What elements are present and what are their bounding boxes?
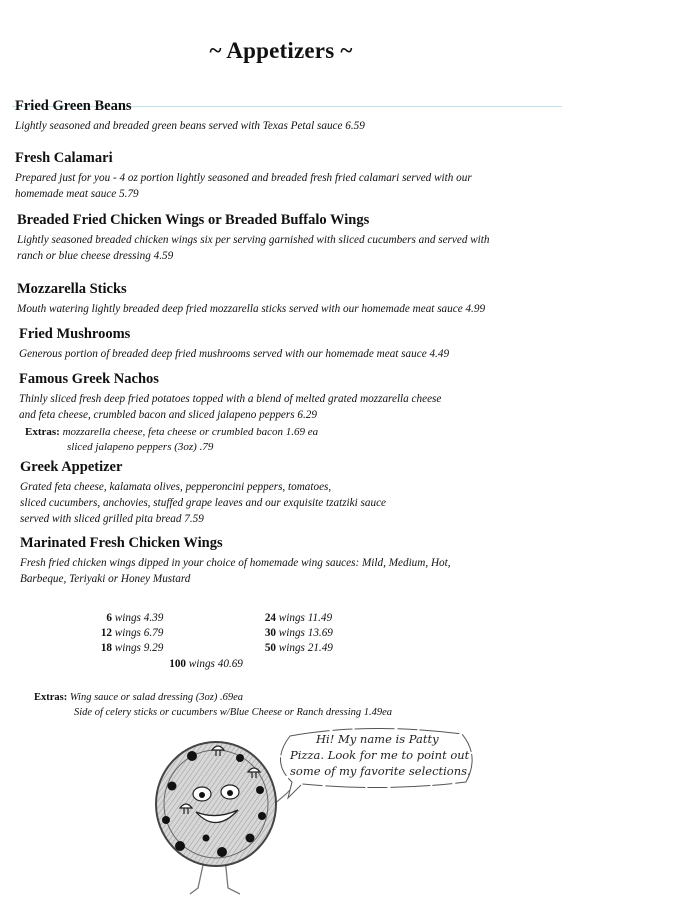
item-description [19, 346, 449, 362]
wing-count: 18 [100, 642, 112, 654]
wing-price-row [80, 612, 163, 624]
desc-line: ranch or blue cheese dressing 4.59 [17, 250, 174, 262]
item-description [20, 555, 451, 587]
wing-extras [34, 690, 392, 720]
desc-line: Generous portion of breaded deep fried mushrooms served with our homemade meat sauce 4.49 [19, 348, 450, 360]
desc-line: Fresh fried chicken wings dipped in your choice of homemade wing sauces: Mild, Medium, Hot, [20, 557, 451, 569]
speech-line: some of my favorite selections. [290, 764, 471, 778]
wing-price: 40.69 [217, 658, 243, 670]
menu-item-breaded-wings [17, 211, 490, 264]
item-name: Fried Mushrooms [19, 326, 131, 342]
desc-line: and feta cheese, crumbled bacon and sliced jalapeno peppers 6.29 [19, 409, 317, 421]
wing-price-row [244, 642, 333, 654]
wing-label: wings [188, 658, 215, 670]
desc-line: Mouth watering lightly breaded deep fried mozzarella sticks served with our homemade meat sauce 4.99 [17, 303, 486, 315]
extras-label: Extras: [25, 426, 60, 438]
wing-price: 9.29 [143, 642, 164, 654]
item-description [15, 118, 365, 134]
wing-label: wings [278, 612, 305, 624]
extras-line: mozzarella cheese, feta cheese or crumbled bacon 1.69 ea [62, 426, 319, 438]
wing-count: 30 [264, 627, 276, 639]
item-name: Breaded Fried Chicken Wings or Breaded Buffalo Wings [17, 212, 370, 228]
desc-line: Grated feta cheese, kalamata olives, pepperoncini peppers, tomatoes, [20, 481, 332, 493]
item-name: Fried Green Beans [15, 98, 132, 114]
wing-price-row [150, 658, 243, 670]
desc-line: Thinly sliced fresh deep fried potatoes topped with a blend of melted grated mozzarella cheese [19, 393, 442, 405]
wing-count: 50 [264, 642, 276, 654]
wing-price: 13.69 [307, 627, 333, 639]
wing-price: 21.49 [307, 642, 333, 654]
extras-label: Extras: [34, 692, 68, 703]
menu-item-greek-nachos [19, 370, 441, 455]
wing-count: 12 [100, 627, 112, 639]
wing-price-row [80, 627, 163, 639]
wing-price: 4.39 [143, 612, 164, 624]
wing-price-row [244, 627, 333, 639]
item-name: Greek Appetizer [20, 459, 123, 475]
desc-line: Barbeque, Teriyaki or Honey Mustard [20, 573, 191, 585]
wing-count: 6 [106, 612, 112, 624]
item-name: Mozzarella Sticks [17, 281, 127, 297]
wing-count: 24 [264, 612, 276, 624]
desc-line: sliced cucumbers, anchovies, stuffed grape leaves and our exquisite tzatziki sauce [20, 497, 386, 509]
page-title: ~ Appetizers ~ [209, 38, 353, 63]
item-description [17, 301, 485, 317]
wing-label: wings [114, 642, 141, 654]
speech-line: Hi! My name is Patty [316, 732, 439, 746]
wing-label: wings [114, 627, 141, 639]
wing-count: 100 [169, 658, 186, 670]
extras-line: sliced jalapeno peppers (3oz) .79 [67, 441, 214, 453]
desc-line: homemade meat sauce 5.79 [15, 188, 139, 200]
wing-price: 6.79 [143, 627, 164, 639]
speech-bubble-text [290, 731, 470, 779]
menu-item-mozzarella-sticks [17, 280, 485, 317]
item-description [15, 170, 472, 202]
desc-line: Prepared just for you - 4 oz portion lightly seasoned and breaded fresh fried calamari served with our [15, 172, 472, 184]
desc-line: Lightly seasoned breaded chicken wings six per serving garnished with sliced cucumbers and served with [17, 234, 490, 246]
wing-price: 11.49 [307, 612, 333, 624]
desc-line: served with sliced grilled pita bread 7.59 [20, 513, 204, 525]
menu-item-marinated-wings [20, 534, 451, 587]
item-description [17, 232, 490, 264]
wing-label: wings [114, 612, 141, 624]
extras-line: Wing sauce or salad dressing (3oz) .69ea [69, 692, 244, 703]
menu-item-greek-appetizer [20, 458, 386, 527]
wing-label: wings [278, 627, 305, 639]
menu-item-fried-green-beans [15, 97, 365, 134]
wing-price-row [80, 642, 163, 654]
item-name: Marinated Fresh Chicken Wings [20, 535, 223, 551]
item-description [19, 391, 441, 423]
menu-item-fried-mushrooms [19, 325, 449, 362]
item-extras [25, 425, 441, 455]
item-description [20, 479, 386, 527]
wing-label: wings [278, 642, 305, 654]
desc-line: Lightly seasoned and breaded green beans served with Texas Petal sauce 6.59 [15, 120, 365, 132]
speech-line: Pizza. Look for me to point out [290, 748, 470, 762]
item-name: Famous Greek Nachos [19, 371, 159, 387]
wing-price-row [244, 612, 332, 624]
menu-item-fresh-calamari [15, 149, 472, 202]
extras-line: Side of celery sticks or cucumbers w/Blue Cheese or Ranch dressing 1.49ea [74, 707, 393, 718]
item-name: Fresh Calamari [15, 150, 113, 166]
